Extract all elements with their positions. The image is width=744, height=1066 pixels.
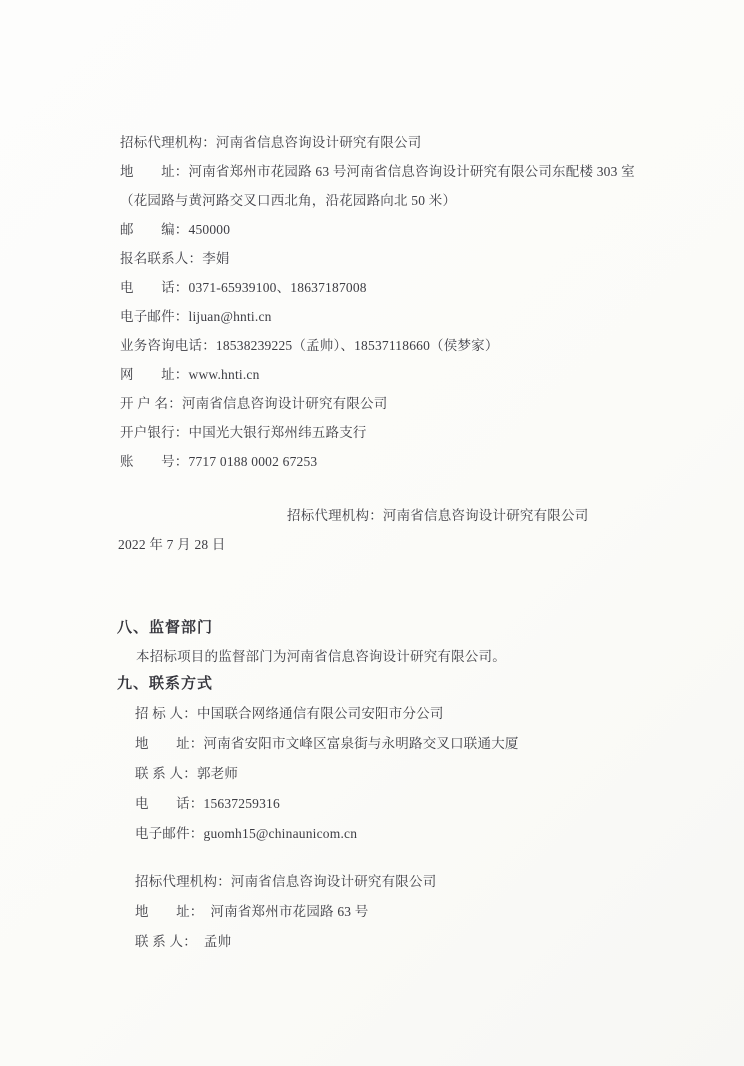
registration-contact-line: 报名联系人：李娟: [120, 251, 230, 266]
signature-block: [120, 501, 652, 559]
signature-date-line: 2022 年 7 月 28 日: [118, 537, 226, 552]
section-supervision-body: 本招标项目的监督部门为河南省信息咨询设计研究有限公司。: [136, 649, 506, 664]
agency-info-block: [120, 128, 652, 476]
agency-name-line: 招标代理机构：河南省信息咨询设计研究有限公司: [120, 135, 422, 150]
agency-contact-name-line: 招标代理机构：河南省信息咨询设计研究有限公司: [135, 874, 437, 889]
agency-address-line: 地 址：河南省郑州市花园路 63 号河南省信息咨询设计研究有限公司东配楼 303 室（花园路与黄河路交叉口西北角，沿花园路向北 50 米）: [120, 164, 635, 208]
account-name-line: 开 户 名：河南省信息咨询设计研究有限公司: [120, 396, 388, 411]
postal-code-line: 邮 编：450000: [120, 222, 231, 237]
agency-phone-line: 电 话：0371-65939100、18637187008: [120, 280, 367, 295]
agency-contact-block: [120, 867, 652, 957]
tenderer-phone-line: 电 话：15637259316: [135, 796, 280, 811]
tenderer-contact-block: [120, 699, 652, 849]
tenderer-name-line: 招 标 人：中国联合网络通信有限公司安阳市分公司: [135, 706, 444, 721]
website-line: 网 址：www.hnti.cn: [120, 367, 260, 382]
section-supervision-heading: 八、监督部门: [117, 620, 214, 636]
tenderer-address-line: 地 址：河南省安阳市文峰区富泉街与永明路交叉口联通大厦: [135, 736, 519, 751]
document-content: [117, 128, 652, 957]
agency-contact-person-line: 联 系 人： 孟帅: [135, 934, 232, 949]
signature-agency-line: 招标代理机构：河南省信息咨询设计研究有限公司: [287, 508, 589, 523]
account-number-line: 账 号：7717 0188 0002 67253: [120, 454, 318, 469]
section-contact-heading: 九、联系方式: [117, 676, 214, 692]
agency-contact-address-line: 地 址： 河南省郑州市花园路 63 号: [135, 904, 369, 919]
bank-line: 开户银行：中国光大银行郑州纬五路支行: [120, 425, 367, 440]
tenderer-email-line: 电子邮件：guomh15@chinaunicom.cn: [135, 826, 358, 841]
tenderer-contact-line: 联 系 人：郭老师: [135, 766, 239, 781]
consult-phone-line: 业务咨询电话：18538239225（孟帅）、18537118660（侯梦家）: [120, 338, 499, 353]
agency-email-line: 电子邮件：lijuan@hnti.cn: [120, 309, 272, 324]
